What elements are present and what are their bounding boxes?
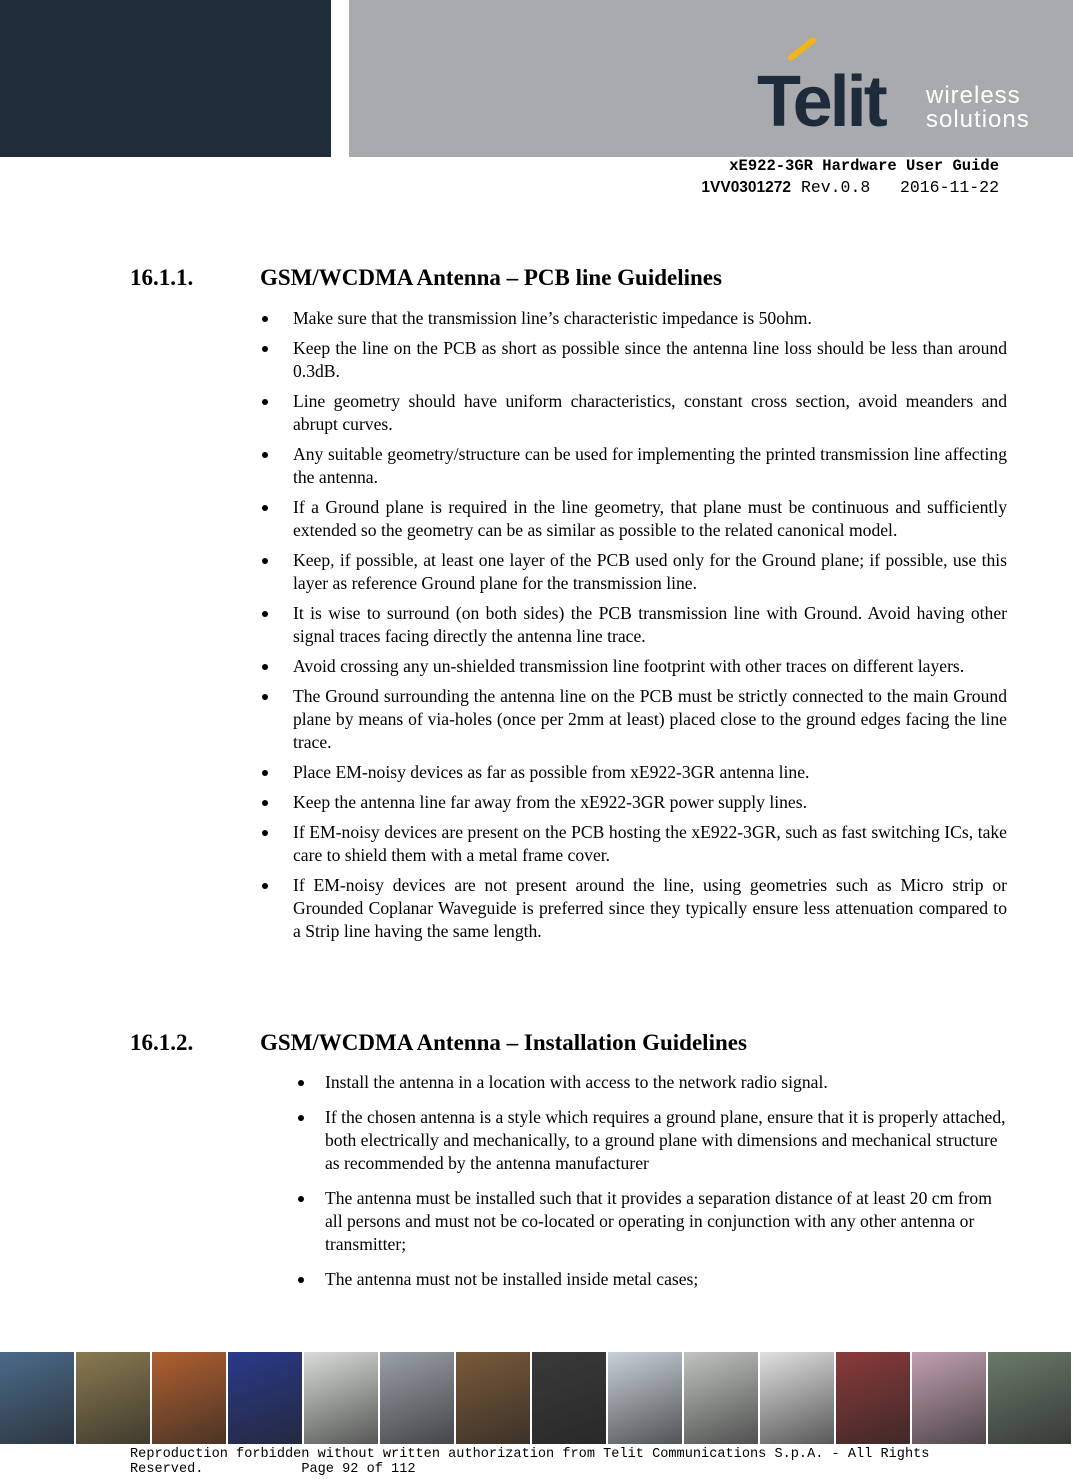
list-item: Make sure that the transmission line’s characteristic impedance is 50ohm.: [293, 307, 1007, 330]
pcb-guidelines-list: [293, 307, 1007, 950]
list-item: Keep, if possible, at least one layer of the PCB used only for the Ground plane; if possible, use this layer as reference Ground plane for the transmission line.: [293, 550, 1007, 593]
list-item: The Ground surrounding the antenna line on the PCB must be strictly connected to the main Ground plane by means of via-holes (once per 2mm at least) placed close to the ground edges facing the line trace.: [293, 686, 1007, 752]
list-item: Keep the antenna line far away from the xE922-3GR power supply lines.: [293, 791, 1007, 814]
telit-logo: [752, 40, 1042, 140]
document-date: 2016-11-22: [899, 178, 999, 197]
logo-tagline: [926, 84, 1030, 132]
section-number: 16.1.2.: [130, 1030, 194, 1055]
logo-wordmark: Telit: [757, 62, 885, 142]
header-dark-block: [0, 0, 331, 157]
section-heading: GSM/WCDMA Antenna – PCB line Guidelines: [260, 265, 722, 290]
footer-photo-tile: [912, 1352, 988, 1444]
footer-photo-tile: [152, 1352, 228, 1444]
footer-line1: Reproduction forbidden without written authorization from Telit Communications S.p.A. - All Rights: [130, 1447, 930, 1462]
installation-guidelines-list: [325, 1071, 1008, 1303]
logo-tagline-line1: wireless: [926, 82, 1021, 109]
footer-photo-tile: [608, 1352, 684, 1444]
footer-photo-tile: [456, 1352, 532, 1444]
list-item: The antenna must not be installed inside metal cases;: [325, 1268, 1008, 1291]
footer-photo-tile: [0, 1352, 76, 1444]
list-item: Place EM-noisy devices as far as possible from xE922-3GR antenna line.: [293, 761, 1007, 784]
logo-accent-mark: [787, 36, 817, 62]
footer-photo-tile: [760, 1352, 836, 1444]
list-item: It is wise to surround (on both sides) the PCB transmission line with Ground. Avoid having other signal traces facing directly the antenna line trace.: [293, 603, 1007, 646]
list-item: If EM-noisy devices are not present around the line, using geometries such as Micro strip or Grounded Coplanar Waveguide is preferred since they typically ensure less attenuation compared to a Strip line having the same length.: [293, 875, 1007, 941]
footer-photo-tile: [684, 1352, 760, 1444]
footer-photo-tile: [836, 1352, 912, 1444]
section-heading: GSM/WCDMA Antenna – Installation Guidelines: [260, 1030, 747, 1055]
footer-copyright: [130, 1447, 1010, 1477]
document-revision-line: [701, 178, 999, 197]
footer-photo-tile: [228, 1352, 304, 1444]
footer-photo-tile: [380, 1352, 456, 1444]
list-item: The antenna must be installed such that it provides a separation distance of at least 20 cm from all persons and must not be co-located or operating in conjunction with any other antenna or transmitter;: [325, 1187, 1008, 1256]
footer-photo-tile: [76, 1352, 152, 1444]
list-item: Install the antenna in a location with access to the network radio signal.: [325, 1071, 1008, 1094]
footer-photo-tile: [304, 1352, 380, 1444]
document-title: xE922-3GR Hardware User Guide: [729, 157, 999, 175]
section-number: 16.1.1.: [130, 265, 194, 290]
list-item: Keep the line on the PCB as short as possible since the antenna line loss should be less than around 0.3dB.: [293, 338, 1007, 381]
list-item: If the chosen antenna is a style which requires a ground plane, ensure that it is properly attached, both electrically and mechanically, to a ground plane with dimensions and mechanical structure as recommended by the antenna manufacturer: [325, 1106, 1008, 1175]
document-number: 1VV0301272: [701, 179, 792, 196]
page-number: Page 92 of 112: [301, 1462, 416, 1477]
list-item: If EM-noisy devices are present on the PCB hosting the xE922-3GR, such as fast switching ICs, take care to shield them with a metal frame cover.: [293, 822, 1007, 865]
list-item: Avoid crossing any un-shielded transmission line footprint with other traces on different layers.: [293, 655, 1007, 678]
footer-photo-tile: [532, 1352, 608, 1444]
list-item: If a Ground plane is required in the line geometry, that plane must be continuous and sufficiently extended so the geometry can be as similar as possible to the related canonical model.: [293, 497, 1007, 540]
list-item: Any suitable geometry/structure can be used for implementing the printed transmission line affecting the antenna.: [293, 444, 1007, 487]
footer-photo-strip: [0, 1352, 1073, 1444]
list-item: Line geometry should have uniform characteristics, constant cross section, avoid meanders and abrupt curves.: [293, 391, 1007, 434]
footer-reserved: Reserved.: [130, 1462, 204, 1477]
logo-tagline-line2: solutions: [926, 106, 1030, 133]
footer-photo-tile: [988, 1352, 1073, 1444]
footer-line2: [130, 1462, 1010, 1477]
document-revision: Rev.0.8: [800, 178, 871, 197]
